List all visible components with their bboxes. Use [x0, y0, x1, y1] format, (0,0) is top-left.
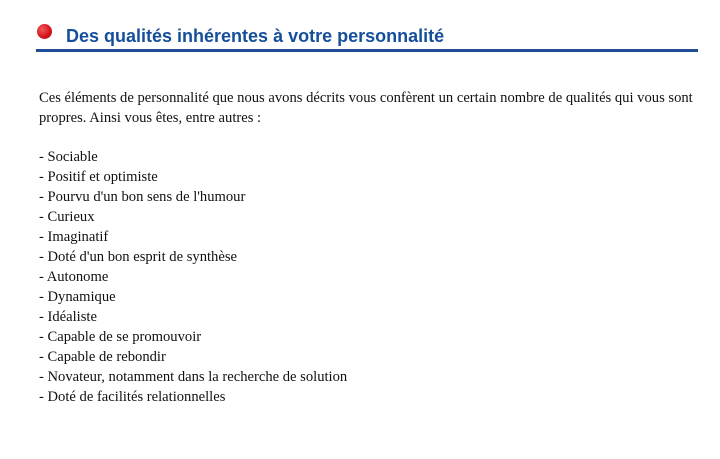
list-item: - Curieux [39, 209, 95, 225]
section-heading [36, 20, 698, 52]
list-item: - Pourvu d'un bon sens de l'humour [39, 189, 246, 205]
list-item: - Positif et optimiste [39, 169, 158, 185]
list-item: - Sociable [39, 149, 98, 165]
list-item: - Doté de facilités relationnelles [39, 389, 226, 405]
list-item: - Doté d'un bon esprit de synthèse [39, 249, 237, 265]
red-circle-bullet-icon [37, 24, 52, 39]
section-title: Des qualités inhérentes à votre personnalité [66, 26, 445, 46]
list-item: - Dynamique [39, 289, 116, 305]
list-item: - Imaginatif [39, 229, 109, 245]
list-item: - Autonome [39, 269, 109, 285]
list-item: - Capable de rebondir [39, 349, 166, 365]
list-item: - Capable de se promouvoir [39, 329, 202, 345]
list-item: - Novateur, notamment dans la recherche de solution [39, 369, 348, 385]
intro-paragraph: Ces éléments de personnalité que nous avons décrits vous confèrent un certain nombre de qualités qui vous sont propres. Ainsi vous êtes, entre autres : [39, 90, 693, 126]
list-item: - Idéaliste [39, 309, 97, 325]
qualities-list [39, 147, 347, 407]
